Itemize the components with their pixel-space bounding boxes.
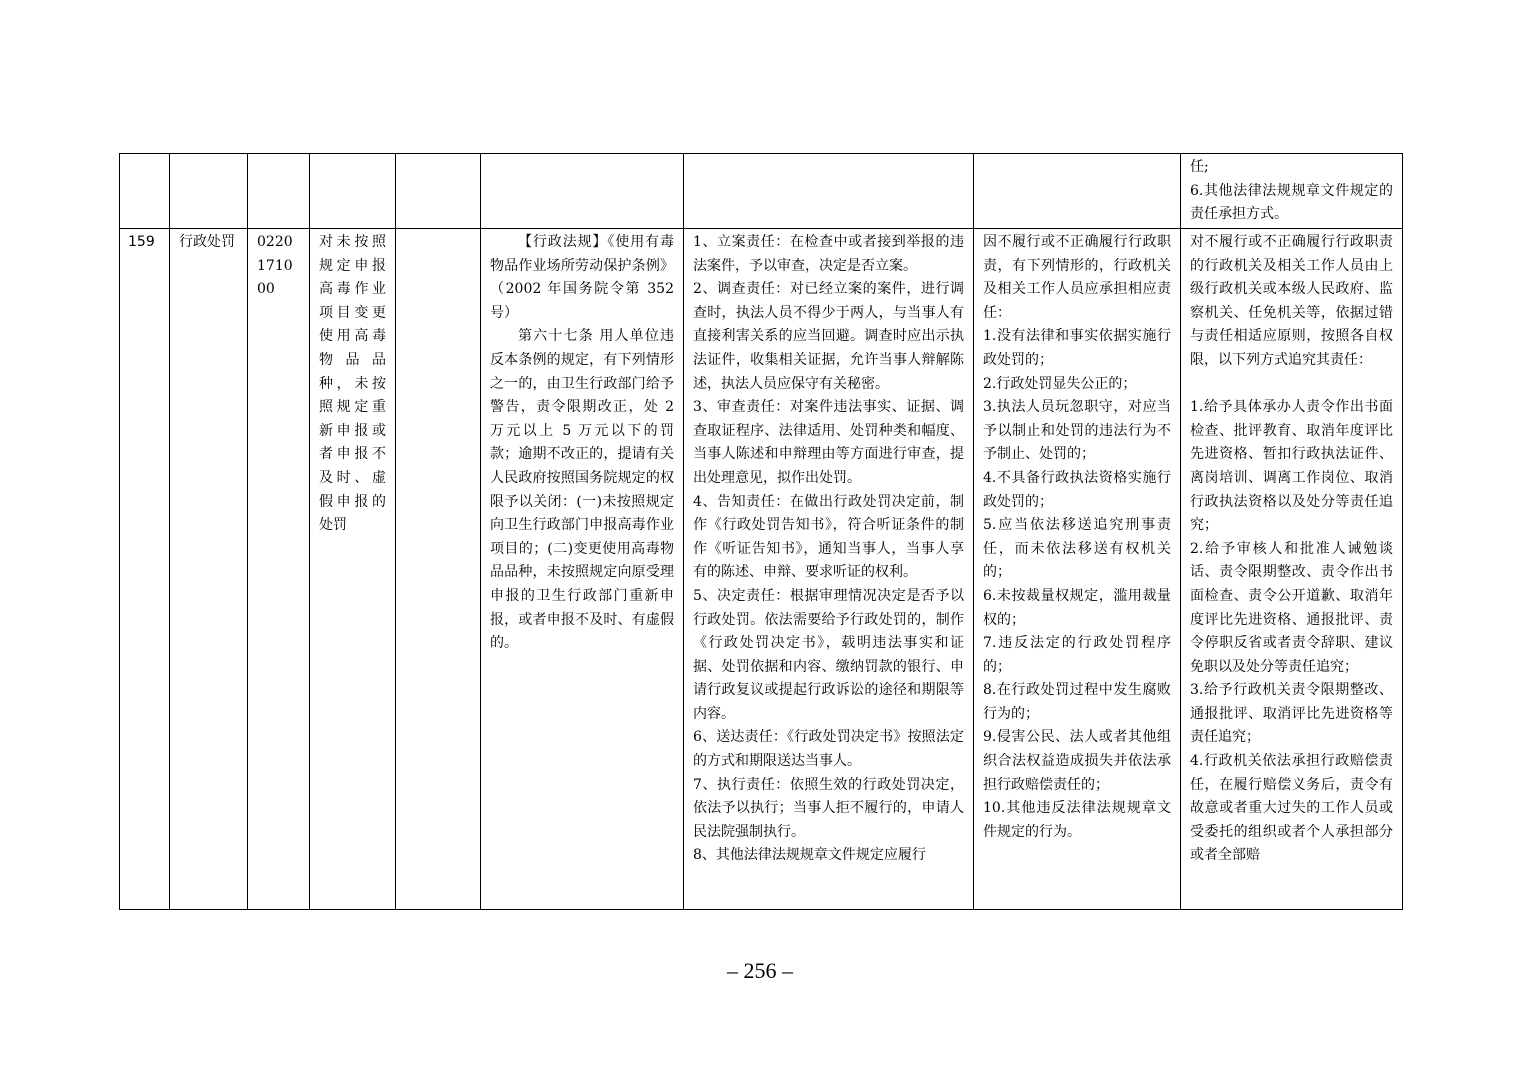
accountability-item: 5.应当依法移送追究刑事责任，而未依法移送有权机关的； [983,517,1171,581]
responsibility-cell [684,229,974,910]
cell-empty [974,154,1181,229]
table-row [120,229,1403,910]
accountability-item: 7.违反法定的行政处罚程序的； [983,635,1171,675]
responsibility-item: 8、其他法律法规规章文件规定应履行 [693,847,926,864]
accountability-item: 1.没有法律和事实依据实施行政处罚的； [983,328,1171,368]
continuation-liability-cell [1181,154,1403,229]
legal-basis-cell [481,229,684,910]
power-category: 行政处罚 [170,229,248,910]
liability-cell [1181,229,1403,910]
liability-item: 4.行政机关依法承担行政赔偿责任，在履行赔偿义务后，责令有故意或者重大过失的工作人员或受委托的组织或者个人承担部分或者全部赔 [1190,753,1393,864]
cell-empty [170,154,248,229]
cell-empty [684,154,974,229]
legal-basis-article: 第六十七条 用人单位违反本条例的规定，有下列情形之一的，由卫生行政部门给予警告，责令限期改正，处 2 万元以上 5 万元以下的罚款；逾期不改正的，提请有关人民政府按照国务院规定的权限予以关闭：(一)未按照规定向卫生行政部门申报高毒作业项目的；(二)变更使用高毒物品品种，未按照规定向原受理申报的卫生行政部门重新申报，或者申报不及时、有虚假的。 [490,328,674,652]
cell-empty [310,154,396,229]
accountability-cell [974,229,1181,910]
liability-item: 3.给予行政机关责令限期整改、通报批评、取消评比先进资格等责任追究； [1190,682,1393,746]
responsibility-item: 3、审查责任：对案件违法事实、证据、调查取证程序、法律适用、处罚种类和幅度、当事人陈述和申辩理由等方面进行审查，提出处理意见，拟作出处罚。 [693,399,964,486]
accountability-item: 因不履行或不正确履行行政职责，有下列情形的，行政机关及相关工作人员应承担相应责任： [983,234,1171,321]
sequence-number: 159 [120,229,170,910]
responsibility-item: 5、决定责任：根据审理情况决定是否予以行政处罚。依法需要给予行政处罚的，制作《行政处罚决定书》，载明违法事实和证据、处罚依据和内容、缴纳罚款的银行、申请行政复议或提起行政诉讼的途径和期限等内容。 [693,587,964,722]
continuation-line: 6.其他法律法规规章文件规定的责任承担方式。 [1190,182,1393,223]
responsibility-table [119,153,1403,910]
responsibility-item: 6、送达责任：《行政处罚决定书》按照法定的方式和期限送达当事人。 [693,729,964,770]
responsibility-item: 4、告知责任：在做出行政处罚决定前，制作《行政处罚告知书》，符合听证条件的制作《听证告知书》，通知当事人，当事人享有的陈述、申辩、要求听证的权利。 [693,493,964,581]
accountability-item: 6.未按裁量权规定，滥用裁量权的； [983,587,1171,628]
sub-item-cell [396,229,481,910]
accountability-item: 10.其他违反法律法规规章文件规定的行为。 [983,800,1171,840]
accountability-item: 3.执法人员玩忽职守，对应当予以制止和处罚的违法行为不予制止、处罚的； [983,399,1171,463]
cell-empty [396,154,481,229]
continuation-line: 任; [1190,159,1209,175]
responsibility-item: 1、立案责任：在检查中或者接到举报的违法案件，予以审查，决定是否立案。 [693,234,964,274]
cell-empty [481,154,684,229]
legal-basis-title: 【行政法规】《使用有毒物品作业场所劳动保护条例》（2002 年国务院令第 352 号） [490,234,674,321]
power-code: 0220171000 [248,229,310,910]
blank-line [1190,373,1393,397]
liability-item: 1.给予具体承办人责令作出书面检查、批评教育、取消年度评比先进资格、暂扣行政执法证件、离岗培训、调离工作岗位、取消行政执法资格以及处分等责任追究； [1190,399,1393,534]
liability-intro: 对不履行或不正确履行行政职责的行政机关及相关工作人员由上级行政机关或本级人民政府、监察机关、任免机关等，依据过错与责任相适应原则，按照各自权限，以下列方式追究其责任： [1190,234,1393,368]
power-name: 对未按照规定申报高毒作业项目变更使用高毒物品品种，未按照规定重新申报或者申报不及时、虚假申报的处罚 [310,229,396,910]
liability-item: 2.给予审核人和批准人诫勉谈话、责令限期整改、责令作出书面检查、责令公开道歉、取消年度评比先进资格、通报批评、责令停职反省或者责令辞职、建议免职以及处分等责任追究； [1190,540,1393,675]
accountability-item: 2.行政处罚显失公正的； [983,375,1137,392]
responsibility-item: 7、执行责任：依照生效的行政处罚决定，依法予以执行；当事人拒不履行的，申请人民法院强制执行。 [693,776,964,840]
continuation-row [120,154,1403,229]
page-number: – 256 – [727,958,793,983]
accountability-item: 4.不具备行政执法资格实施行政处罚的； [983,469,1171,510]
responsibility-item: 2、调查责任：对已经立案的案件，进行调查时，执法人员不得少于两人，与当事人有直接利害关系的应当回避。调查时应出示执法证件，收集相关证据，允许当事人辩解陈述，执法人员应保守有关秘密。 [693,281,964,392]
cell-empty [120,154,170,229]
cell-empty [248,154,310,229]
accountability-item: 8.在行政处罚过程中发生腐败行为的； [983,682,1171,722]
accountability-item: 9.侵害公民、法人或者其他组织合法权益造成损失并依法承担行政赔偿责任的； [983,729,1171,793]
